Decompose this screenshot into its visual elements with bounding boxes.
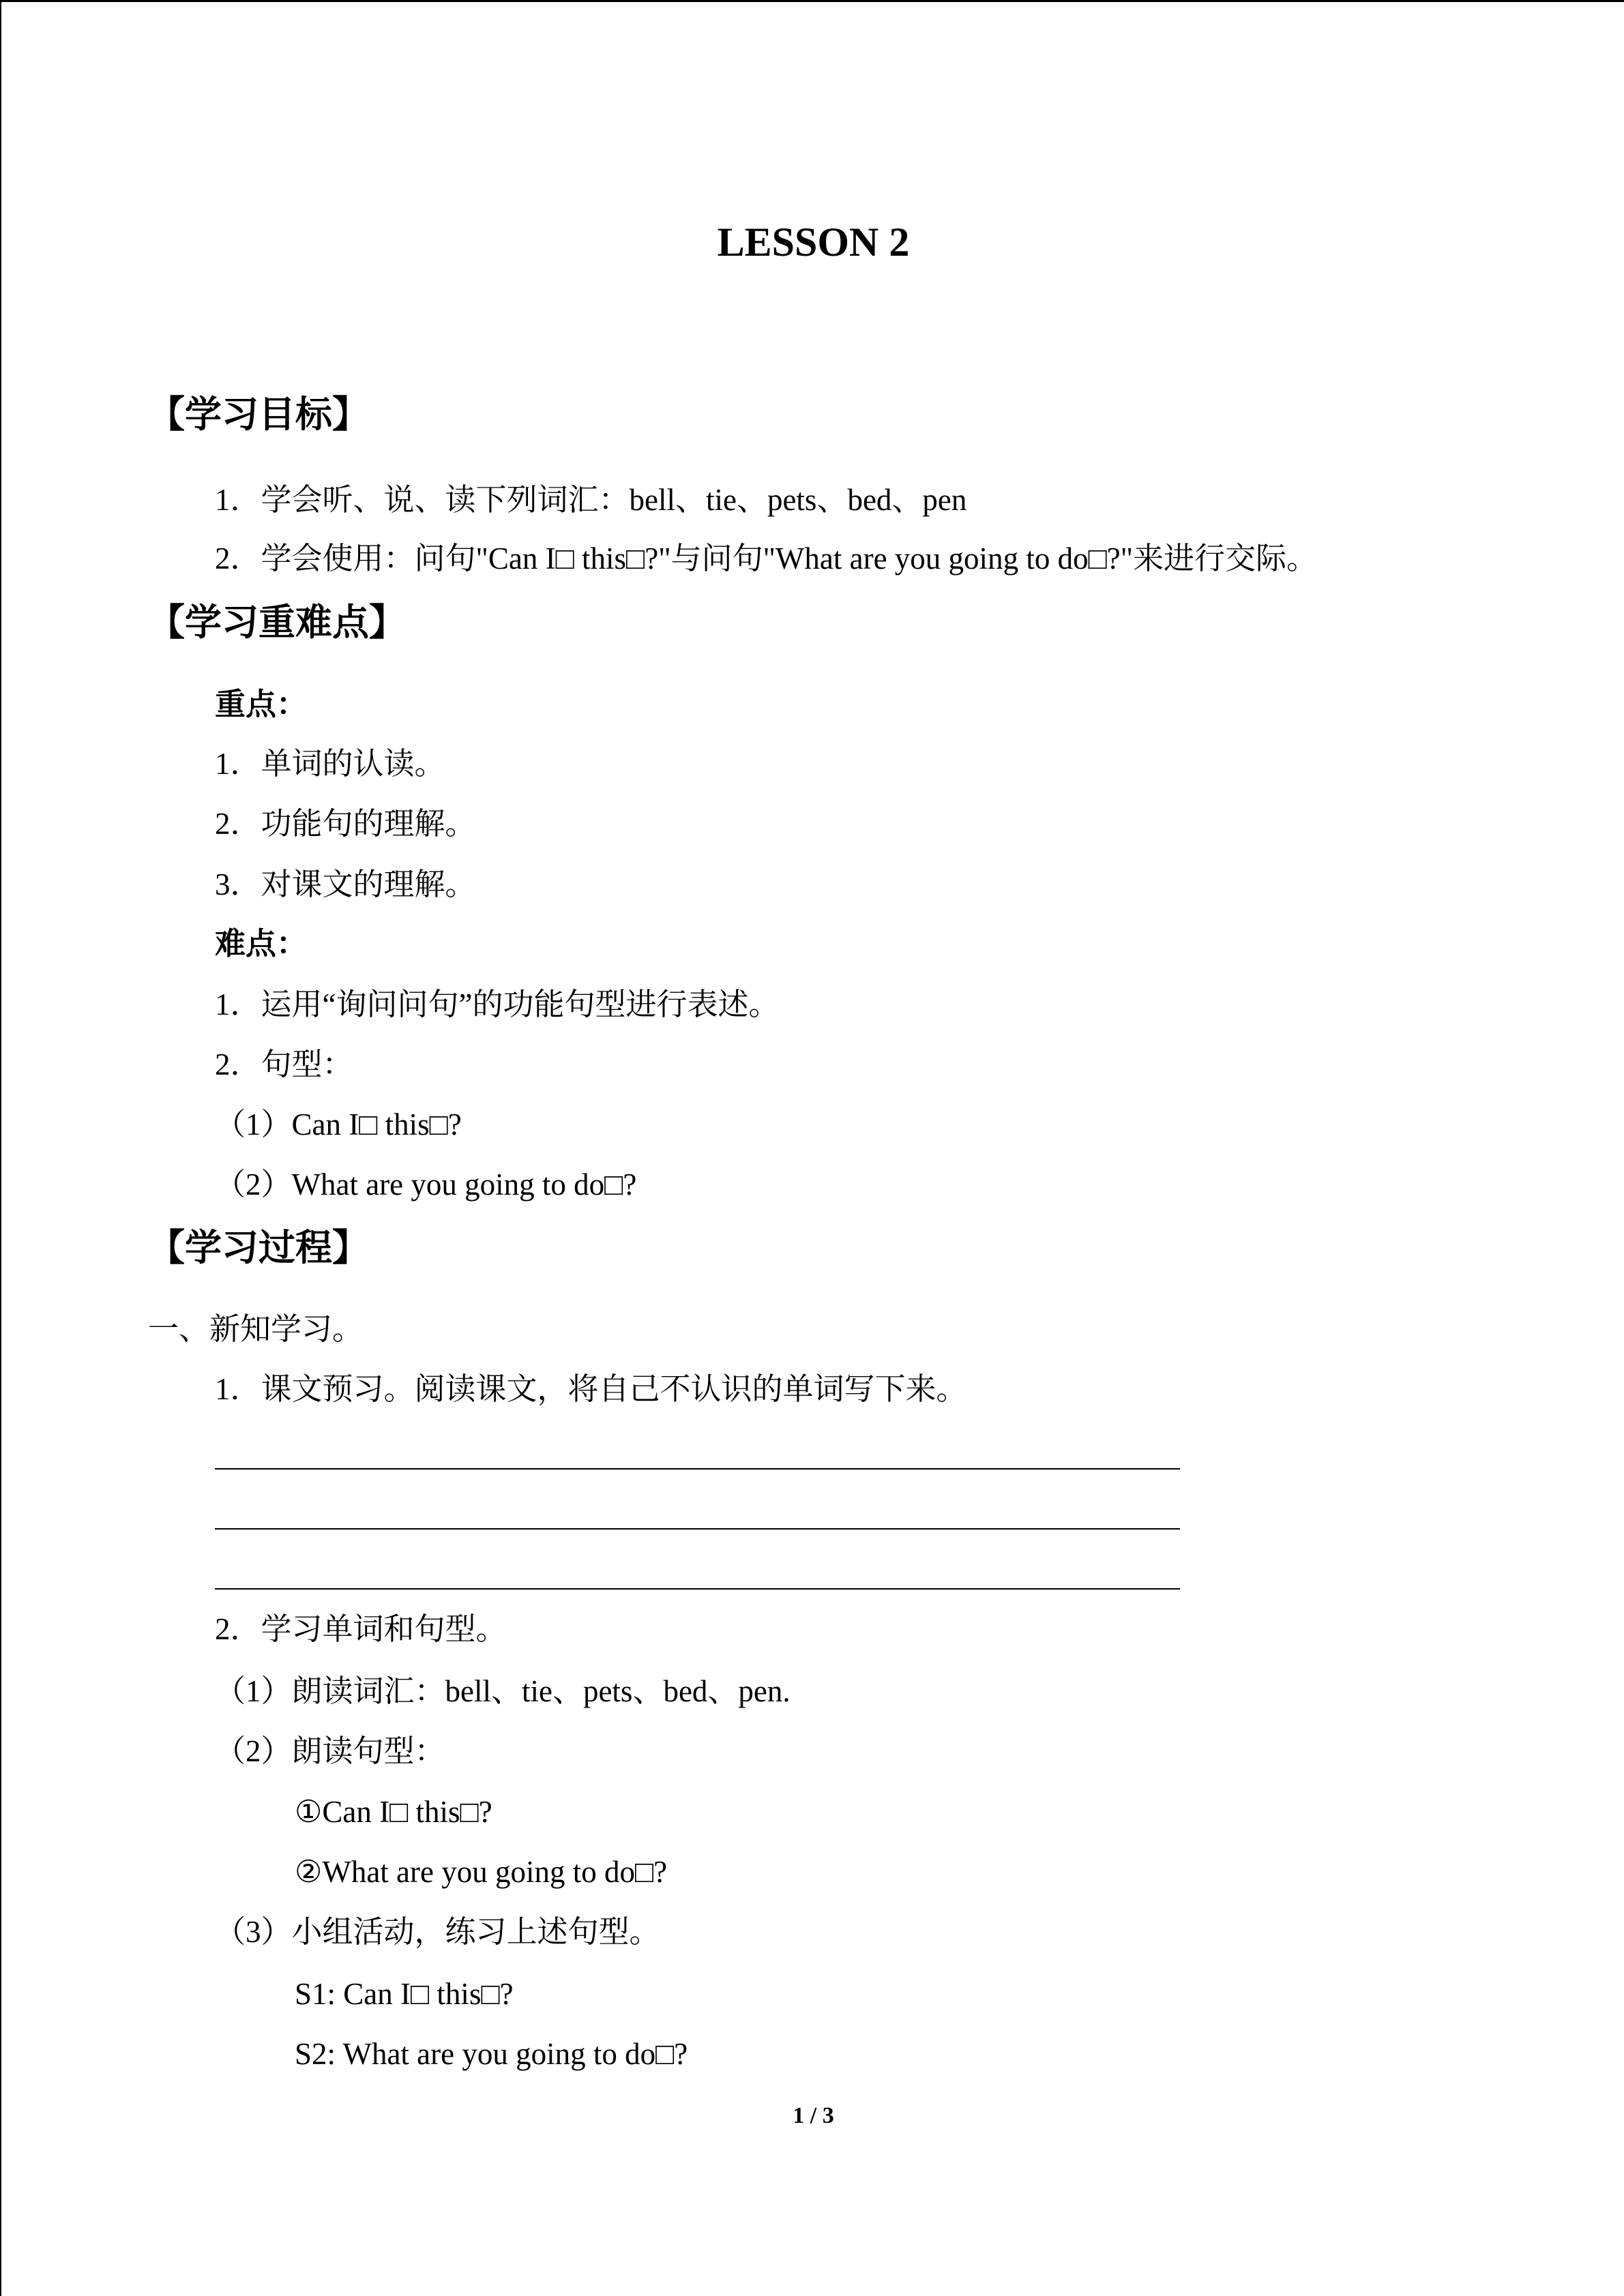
process-sub-3: （3）小组活动，练习上述句型。 — [215, 1915, 660, 1949]
section-heading-key-points: 【学习重难点】 — [148, 602, 406, 643]
focus-item-2: 2．功能句的理解。 — [215, 807, 476, 841]
process-step-2: 2．学习单词和句型。 — [215, 1612, 507, 1646]
process-sub-2: （2）朗读句型： — [215, 1734, 445, 1768]
process-sub-1: （1）朗读词汇：bell、tie、pets、bed、pen. — [215, 1674, 791, 1708]
section-heading-objectives: 【学习目标】 — [148, 394, 369, 435]
focus-item-1: 1．单词的认读。 — [215, 747, 445, 781]
section-heading-process: 【学习过程】 — [148, 1227, 369, 1268]
page-number: 1 / 3 — [793, 2103, 834, 2128]
answer-blank-line-3[interactable] — [215, 1588, 1180, 1590]
difficulty-item-1: 1．运用“询问问句”的功能句型进行表述。 — [215, 987, 780, 1022]
difficulty-item-2: 2．句型： — [215, 1047, 353, 1082]
objective-item-1: 1．学会听、说、读下列词汇：bell、tie、pets、bed、pen — [215, 483, 967, 517]
answer-blank-line-1[interactable] — [215, 1468, 1180, 1470]
difficulty-item-3: （1）Can I□ this□? — [215, 1107, 462, 1142]
answer-blank-line-2[interactable] — [215, 1528, 1180, 1530]
dialog-line-1: S1: Can I□ this□? — [295, 1977, 514, 2011]
difficulty-item-4: （2）What are you going to do□? — [215, 1167, 637, 1202]
sentence-pattern-1: ①Can I□ this□? — [295, 1795, 492, 1829]
focus-label: 重点： — [215, 687, 308, 721]
dialog-line-2: S2: What are you going to do□? — [295, 2037, 688, 2071]
process-part-1: 一、新知学习。 — [148, 1312, 364, 1346]
focus-item-3: 3．对课文的理解。 — [215, 867, 476, 901]
sentence-pattern-2: ②What are you going to do□? — [295, 1855, 668, 1889]
difficulty-label: 难点： — [215, 927, 308, 961]
page-title: LESSON 2 — [717, 220, 910, 265]
process-step-1: 1．课文预习。阅读课文，将自己不认识的单词写下来。 — [215, 1372, 967, 1406]
objective-item-2: 2．学会使用：问句"Can I□ this□?"与问句"What are you going to do□?"来进行交际。 — [215, 541, 1318, 576]
